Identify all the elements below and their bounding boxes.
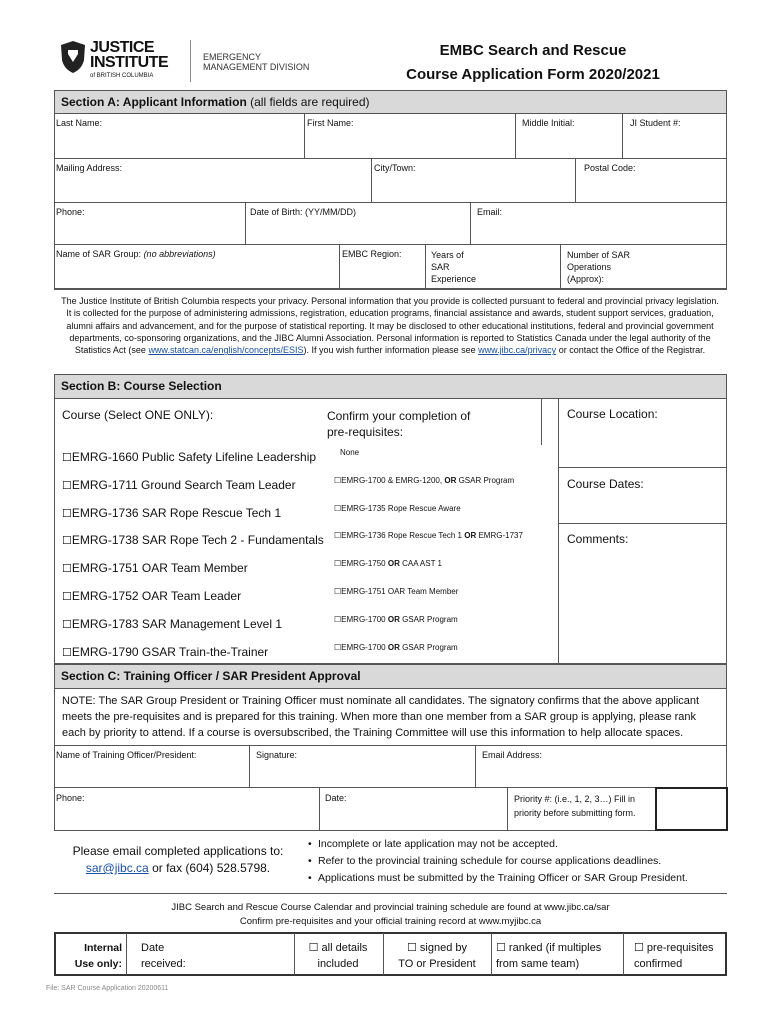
prereq-checkbox[interactable]: ☐ [334,476,342,485]
number-operations-field[interactable] [567,249,630,285]
internal-l1: Internal [84,942,122,954]
first-name-field[interactable]: First Name: [307,118,354,128]
c1-l1: ☐ all details [308,942,368,954]
prereq-or: OR [387,559,400,568]
course-name: OAR Team Member [141,561,248,575]
number-l2: Operations [567,262,612,272]
priority-box[interactable] [655,787,728,831]
section-a-note: (all fields are required) [250,95,370,109]
course-checkbox[interactable]: ☐ [62,563,72,575]
privacy-text-3: or contact the Office of the Registrar. [558,345,706,356]
course-select-header: Course (Select ONE ONLY): [62,408,214,422]
c3-l2: from same team) [496,958,580,970]
phone-field[interactable]: Phone: [56,207,85,217]
postal-code-field[interactable]: Postal Code: [584,163,636,173]
prereq-text: EMRG-1750 [341,559,386,568]
prereq-checkbox[interactable]: ☐ [334,643,342,652]
prereq-option[interactable] [334,615,458,624]
officer-phone-field[interactable]: Phone: [56,793,85,803]
send-instructions [58,843,298,877]
c3-l1: ☐ ranked (if multiples [496,942,602,954]
course-checkbox[interactable]: ☐ [62,508,72,520]
prereq-text: EMRG-1735 Rope Rescue Aware [341,504,461,513]
city-town-field[interactable]: City/Town: [374,163,416,173]
course-name: Ground Search Team Leader [141,478,296,492]
course-code: EMRG-1751 [71,561,139,575]
ji-student-field[interactable]: JI Student #: [630,118,681,128]
c4-l1: ☐ pre-requisites [634,942,714,954]
internal-l2: Use only: [74,958,122,970]
sar-group-field[interactable] [56,249,216,260]
course-option-emrg-1790[interactable] [62,645,268,659]
course-name: OAR Team Leader [141,589,242,603]
prereq-checkbox[interactable]: ☐ [334,587,342,596]
sar-group-note: (no abbreviations) [143,249,216,259]
prereq-option[interactable] [334,504,461,513]
embc-region-field[interactable]: EMBC Region: [342,249,402,259]
priority-label [514,792,636,820]
privacy-statement [58,295,722,356]
email-field[interactable]: Email: [477,207,503,217]
prereq-alt: GSAR Program [402,643,458,652]
years-l1: Years of [431,250,464,260]
mailing-address-field[interactable]: Mailing Address: [56,163,123,173]
officer-email-field[interactable]: Email Address: [482,750,543,760]
sar-group-label: Name of SAR Group: [56,249,142,259]
footer-l2: Confirm pre-requisites and your official training record at www.myjibc.ca [239,916,542,927]
course-code: EMRG-1790 [71,645,139,659]
section-b-header: Section B: Course Selection [54,374,727,399]
all-details-checkbox[interactable] [298,940,378,972]
statcan-link[interactable]: www.statcan.ca/english/concepts/ESIS [148,345,304,356]
section-a-title: Section A: Applicant Information [61,95,247,109]
course-option-emrg-1738[interactable] [62,533,324,547]
division-line2: MANAGEMENT DIVISION [203,62,310,72]
prereq-option[interactable] [334,531,523,540]
prereq-alt: GSAR Program [458,476,515,485]
course-location-field[interactable]: Course Location: [567,407,658,421]
bullet-3: • Applications must be submitted by the Training Officer or SAR Group President. [318,872,688,884]
date-received-l2: received: [141,958,186,970]
years-l3: Experience [431,274,477,284]
course-checkbox[interactable]: ☐ [62,452,72,464]
course-name: SAR Rope Tech 2 - Fundamentals [141,533,324,547]
logo-line3: of BRITISH COLUMBIA [90,73,154,79]
course-option-emrg-1783[interactable] [62,617,282,631]
prerequisites-checkbox[interactable] [634,940,714,972]
confirm-l2: pre-requisites: [327,425,404,439]
c4-l2: confirmed [634,958,683,970]
prereq-or: OR [387,643,400,652]
shield-logo-icon [60,40,86,74]
prereq-alt: EMRG-1737 [478,531,523,540]
section-c-header: Section C: Training Officer / SAR President Approval [54,664,727,689]
course-checkbox[interactable]: ☐ [62,591,72,603]
number-l3: (Approx): [567,274,605,284]
date-received-l1: Date [141,942,165,954]
prereq-checkbox[interactable]: ☐ [334,615,342,624]
confirm-prereq-header [327,408,470,440]
course-name: Public Safety Lifeline Leadership [141,450,317,464]
c1-l2: included [317,958,359,970]
course-code: EMRG-1783 [71,617,139,631]
course-name: SAR Management Level 1 [141,617,283,631]
years-experience-field[interactable] [431,249,476,285]
footer-l1: JIBC Search and Rescue Course Calendar and provincial training schedule are found at www.jibc.ca/sar [171,902,610,913]
privacy-link[interactable]: www.jibc.ca/privacy [478,345,557,356]
course-name: GSAR Train-the-Trainer [141,645,269,659]
number-l1: Number of SAR [567,250,631,260]
course-checkbox[interactable]: ☐ [62,647,72,659]
header-divider [190,40,191,82]
section-c-note: NOTE: The SAR Group President or Training Officer must nominate all candidates. The signatory confirms that the above applicant meets the pre-requisites and is prepared for this training. When more than one member from a SAR group is applying, please rank each by priority to attend. If a course is oversubscribed, the Training Committee will use this information to help allocate spaces. [62,695,700,739]
comments-field[interactable]: Comments: [567,532,629,546]
division-line1: EMERGENCY [203,52,262,62]
date-field[interactable]: Date: [325,793,347,803]
course-option-emrg-1660[interactable] [62,450,316,464]
prereq-alt: CAA AST 1 [402,559,442,568]
ranked-checkbox[interactable] [496,940,601,972]
prereq-text: EMRG-1700 & EMRG-1200, [341,476,443,485]
bullet-1: • Incomplete or late application may not be accepted. [318,838,558,850]
send-l1: Please email completed applications to: [72,844,284,858]
course-dates-field[interactable]: Course Dates: [567,477,644,491]
prereq-option[interactable] [334,587,458,596]
logo-line2: INSTITUTE [90,54,169,71]
course-checkbox[interactable]: ☐ [62,619,72,631]
c2-l1: ☐ signed by [406,942,467,954]
prereq-option[interactable] [334,559,442,568]
middle-initial-field[interactable]: Middle Initial: [522,118,575,128]
course-checkbox[interactable]: ☐ [62,480,72,492]
prereq-checkbox[interactable]: ☐ [334,559,342,568]
course-option-emrg-1751[interactable] [62,561,248,575]
priority-l2: priority before submitting form. [514,808,636,818]
privacy-text-1: The Justice Institute of British Columbia respects your privacy. Personal information that you provide is collected pursuant to federal and provincial privacy legislation. It is collected for the purpose of administering admissions, registration, education programs, financial assistance and awards, student support services, graduation, alumni affairs and advancement, and for the purpose of statistical reporting. It may be disclosed to other educational institutions, federal and provincial government departments, co-sponsoring organizations, and the JIBC Alumni Association. Personal information is reported to Statistics Canada under the legal authority of the Statistics Act (see [61,296,719,356]
prereq-text: EMRG-1700 [341,615,386,624]
priority-l1: Priority #: (i.e., 1, 2, 3…) Fill in [514,794,636,804]
date-received-field[interactable] [141,940,186,972]
privacy-text-2: ). If you wish further information please see [303,345,476,356]
prereq-text: EMRG-1736 Rope Rescue Tech 1 [341,531,462,540]
course-checkbox[interactable]: ☐ [62,535,72,547]
jibc-logo [60,40,180,84]
footer-info [54,901,727,929]
prereq-option[interactable] [334,643,458,652]
dob-field[interactable]: Date of Birth: (YY/MM/DD) [250,207,357,217]
prereq-or: OR [444,476,457,485]
logo-line1: JUSTICE [90,39,155,56]
prereq-or: OR [387,615,400,624]
prereq-text: EMRG-1700 [341,643,386,652]
course-code: EMRG-1736 [71,506,139,520]
course-code: EMRG-1738 [71,533,139,547]
prereq-option[interactable] [334,476,514,485]
prereq-alt: GSAR Program [402,615,458,624]
internal-label [56,940,122,972]
course-option-emrg-1736[interactable] [62,506,281,520]
course-name: SAR Rope Rescue Tech 1 [141,506,282,520]
course-code: EMRG-1752 [71,589,139,603]
form-title-line2: Course Application Form 2020/2021 [406,66,660,83]
sar-email-link[interactable]: sar@jibc.ca [85,861,149,875]
prereq-text: EMRG-1751 OAR Team Member [341,587,459,596]
officer-name-field[interactable]: Name of Training Officer/President: [56,750,197,760]
prereq-text: None [340,448,360,457]
prereq-or: OR [464,531,477,540]
form-title-line1: EMBC Search and Rescue [439,42,627,59]
section-a-header [54,90,727,114]
prereq-checkbox[interactable]: ☐ [334,531,342,540]
confirm-l1: Confirm your completion of [327,409,471,423]
file-name: File: SAR Course Application 20200611 [46,985,169,992]
course-code: EMRG-1711 [71,478,138,492]
prereq-checkbox[interactable]: ☐ [334,504,342,513]
course-option-emrg-1752[interactable] [62,589,241,603]
last-name-field[interactable]: Last Name: [56,118,103,128]
years-l2: SAR [431,262,450,272]
signed-by-checkbox[interactable] [386,940,488,972]
bullet-2: • Refer to the provincial training schedule for course applications deadlines. [318,855,661,867]
signature-field[interactable]: Signature: [256,750,298,760]
course-option-emrg-1711[interactable] [62,478,296,492]
course-code: EMRG-1660 [71,450,139,464]
prereq-option [340,448,359,457]
c2-l2: TO or President [398,958,476,970]
send-l2: or fax (604) 528.5798. [152,861,271,875]
